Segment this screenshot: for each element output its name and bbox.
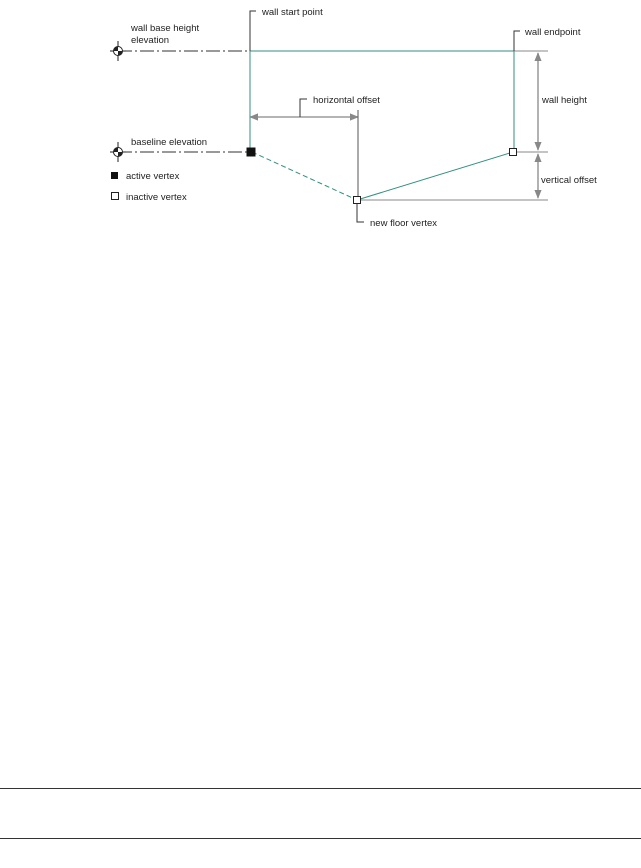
inactive-vertex-new-floor (354, 197, 361, 204)
label-vertical-offset: vertical offset (541, 175, 597, 186)
legend-inactive-vertex-label: inactive vertex (126, 192, 187, 203)
legend-active-vertex-swatch (111, 172, 118, 179)
baseline-elevation-marker-icon (110, 142, 126, 162)
active-vertex (247, 148, 255, 156)
label-wall-start-point: wall start point (262, 7, 323, 18)
legend (111, 171, 187, 203)
legend-active-vertex-label: active vertex (126, 171, 180, 182)
page-divider-bottom (0, 838, 641, 839)
label-wall-base-height: wall base height (131, 23, 200, 34)
legend-inactive-vertex-swatch (112, 193, 119, 200)
wall-base-height-elevation-marker-icon (110, 41, 126, 61)
label-new-floor-vertex: new floor vertex (370, 218, 438, 229)
label-baseline-elevation: baseline elevation (131, 137, 208, 148)
label-wall-base-height-elevation: elevation (131, 35, 170, 46)
wall-floor-vertex-diagram (0, 0, 641, 240)
floor-edge-dashed (252, 152, 357, 200)
label-wall-height: wall height (542, 95, 587, 106)
wall-outline (250, 51, 514, 152)
label-horizontal-offset: horizontal offset (313, 95, 380, 106)
horizontal-offset-dimension (250, 110, 358, 197)
floor-edge-solid (357, 152, 513, 200)
extension-lines (361, 51, 548, 200)
inactive-vertex-wall-end (510, 149, 517, 156)
page-divider-top (0, 788, 641, 789)
label-wall-endpoint: wall endpoint (525, 27, 581, 38)
